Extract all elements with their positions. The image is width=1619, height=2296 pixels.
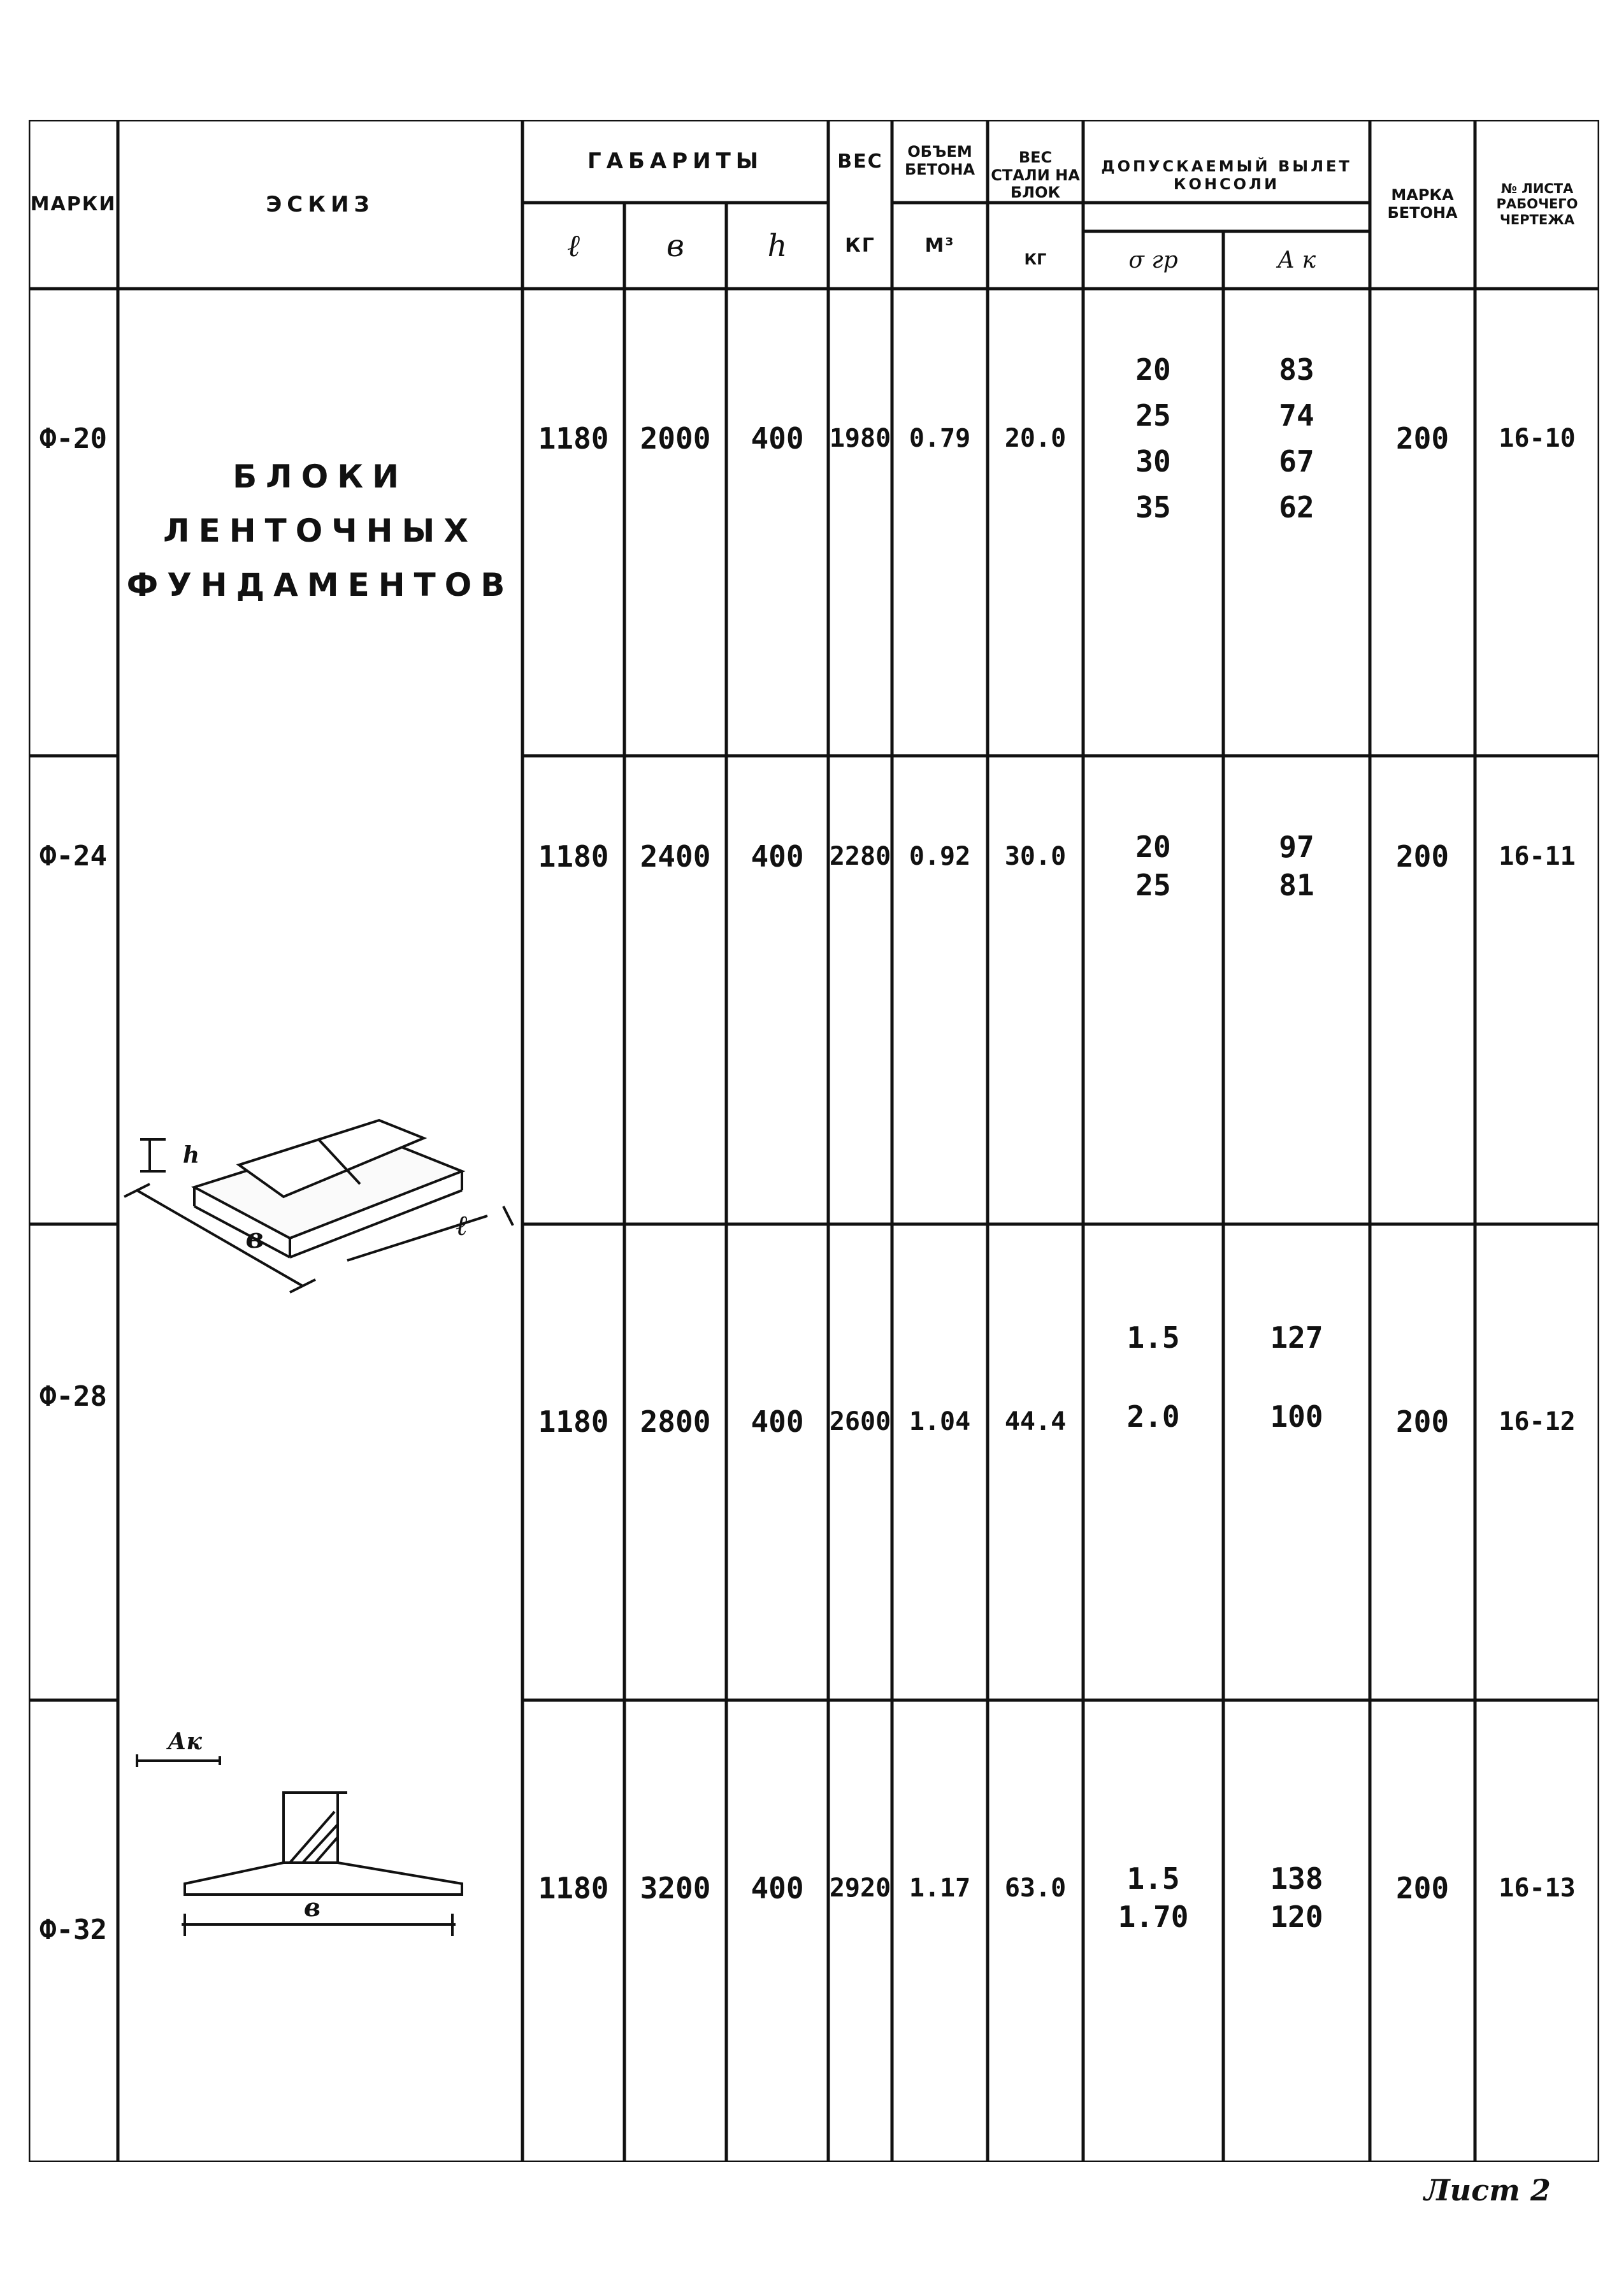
section-label-ak: Ак — [168, 1728, 202, 1755]
row-volume: 1.17 — [909, 1874, 971, 1903]
row-weight: 2280 — [829, 841, 891, 871]
header-weight-unit: КГ — [845, 235, 875, 257]
row-soil-pressure-list — [1083, 289, 1223, 588]
row-weight: 1980 — [829, 424, 891, 453]
header-height: h — [767, 227, 788, 264]
row-grade: 200 — [1395, 421, 1450, 456]
row-steel: 44.4 — [1004, 1407, 1067, 1436]
sgr-value: 20 — [1135, 352, 1171, 387]
header-steel-weight: ВЕС СТАЛИ НА БЛОК — [991, 148, 1080, 202]
row-steel: 63.0 — [1004, 1874, 1067, 1903]
header-allowable-overhang: ДОПУСКАЕМЫЙ ВЫЛЕТ КОНСОЛИ — [1101, 157, 1352, 193]
sgr-value: 25 — [1135, 398, 1171, 433]
row-grade: 200 — [1395, 839, 1450, 874]
row-grade: 200 — [1395, 1404, 1450, 1439]
header-mark: МАРКИ — [30, 193, 117, 215]
ak-value: 100 — [1270, 1399, 1323, 1434]
row-height: 400 — [751, 1871, 804, 1905]
header-concrete-grade: МАРКА БЕТОНА — [1387, 185, 1458, 222]
row-steel: 20.0 — [1004, 424, 1067, 453]
sgr-value: 30 — [1135, 444, 1171, 479]
row-sheet: 16-13 — [1499, 1874, 1576, 1903]
section-label-b: в — [303, 1892, 321, 1923]
row-soil-pressure-list — [1083, 1700, 1223, 2095]
row-sheet: 16-11 — [1499, 841, 1576, 871]
iso-label-b: в — [245, 1222, 264, 1255]
row-width: 3200 — [640, 1871, 711, 1905]
sgr-value: 35 — [1135, 490, 1171, 524]
row-width: 2000 — [640, 421, 711, 456]
ak-value: 127 — [1270, 1320, 1323, 1355]
ak-value: 62 — [1279, 490, 1314, 524]
ak-value: 81 — [1279, 867, 1314, 902]
sketch-title — [118, 426, 522, 636]
row-height: 400 — [751, 421, 804, 456]
header-concrete-volume: ОБЪЕМ БЕТОНА — [904, 143, 975, 178]
row-weight: 2600 — [829, 1407, 891, 1436]
row-width: 2800 — [640, 1404, 711, 1439]
row-width: 2400 — [640, 839, 711, 874]
ak-value: 74 — [1279, 398, 1314, 433]
sgr-value: 20 — [1135, 829, 1171, 864]
sgr-value: 1.5 — [1126, 1320, 1180, 1355]
header-steel-unit: КГ — [1024, 250, 1047, 269]
header-volume-unit: М³ — [925, 235, 955, 257]
header-drawing-sheet: № ЛИСТА РАБОЧЕГО ЧЕРТЕЖА — [1496, 181, 1578, 227]
row-ak-list — [1223, 1700, 1370, 2095]
row-mark: Ф-32 — [40, 1913, 107, 1946]
row-sheet: 16-12 — [1499, 1407, 1576, 1436]
header-ak: А к — [1277, 247, 1316, 273]
row-volume: 1.04 — [909, 1407, 971, 1436]
title-line-1: БЛОКИ — [233, 458, 408, 495]
row-soil-pressure-list — [1083, 756, 1223, 976]
ak-value: 83 — [1279, 352, 1314, 387]
row-mark: Ф-20 — [40, 422, 107, 455]
row-length: 1180 — [538, 1871, 609, 1905]
header-soil-pressure: σ гр — [1128, 247, 1178, 273]
ak-value: 138 — [1270, 1861, 1323, 1896]
header-length: ℓ — [567, 227, 580, 264]
spec-table — [29, 120, 1599, 2162]
ak-value: 120 — [1270, 1900, 1323, 1934]
iso-label-h: h — [182, 1142, 200, 1169]
row-ak-list — [1223, 1224, 1370, 1530]
sgr-value: 2.0 — [1126, 1399, 1180, 1434]
row-length: 1180 — [538, 421, 609, 456]
row-ak-list — [1223, 756, 1370, 976]
sgr-value: 1.70 — [1118, 1900, 1189, 1934]
row-height: 400 — [751, 1404, 804, 1439]
row-volume: 0.79 — [909, 424, 971, 453]
header-weight: ВЕС — [837, 150, 883, 173]
sgr-value: 25 — [1135, 867, 1171, 902]
ak-value: 67 — [1279, 444, 1314, 479]
row-ak-list — [1223, 289, 1370, 588]
ak-value: 97 — [1279, 829, 1314, 864]
sgr-value: 1.5 — [1126, 1861, 1180, 1896]
row-length: 1180 — [538, 1404, 609, 1439]
sheet-number-label: Лист 2 — [1424, 2173, 1551, 2207]
header-width: в — [666, 227, 684, 264]
title-line-2: ЛЕНТОЧНЫХ — [163, 512, 477, 549]
row-mark: Ф-24 — [40, 840, 107, 872]
row-grade: 200 — [1395, 1871, 1450, 1905]
row-mark: Ф-28 — [40, 1380, 107, 1413]
row-soil-pressure-list — [1083, 1224, 1223, 1530]
row-height: 400 — [751, 839, 804, 874]
header-dimensions: ГАБАРИТЫ — [587, 148, 763, 174]
header-sketch: ЭСКИЗ — [266, 191, 375, 217]
row-sheet: 16-10 — [1499, 424, 1576, 453]
title-line-3: ФУНДАМЕНТОВ — [126, 566, 514, 603]
row-steel: 30.0 — [1004, 841, 1067, 871]
row-volume: 0.92 — [909, 841, 971, 871]
row-weight: 2920 — [829, 1874, 891, 1903]
row-length: 1180 — [538, 839, 609, 874]
iso-label-l: ℓ — [456, 1209, 468, 1242]
